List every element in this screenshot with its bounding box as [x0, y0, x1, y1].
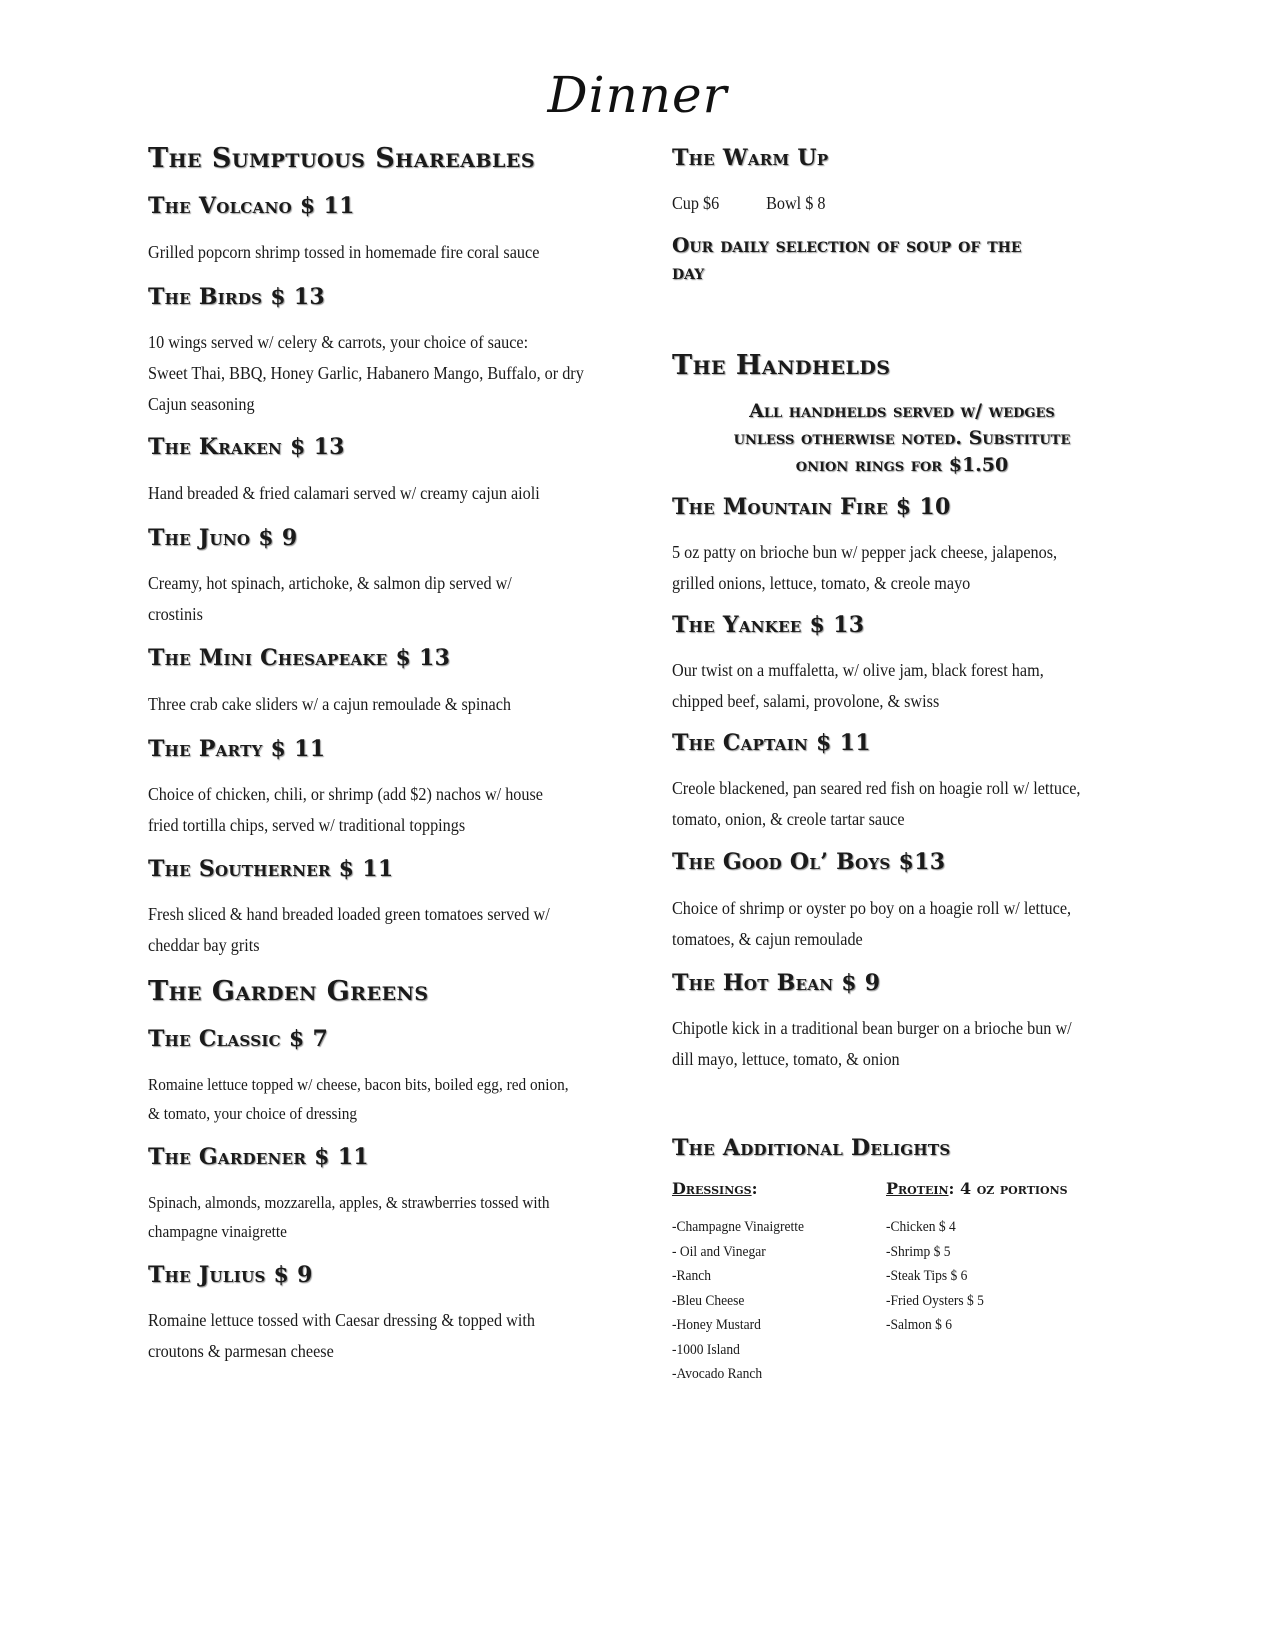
bowl-price: Bowl $ 8: [766, 193, 826, 213]
menu-item-desc: Creole blackened, pan seared red fish on hoagie roll w/ lettuce, tomato, onion, & creole tartar sauce: [672, 778, 1081, 829]
soup-prices: [672, 188, 942, 219]
list-item: - Oil and Vinegar: [672, 1243, 766, 1260]
menu-item-desc: Fresh sliced & hand breaded loaded green tomatoes served w/ cheddar bay grits: [148, 904, 550, 955]
page-title: Dinner: [547, 66, 728, 124]
menu-item-name: The Hot Bean $ 9: [672, 970, 881, 996]
section-title-additional-delights: The Additional Delights: [672, 1135, 951, 1161]
menu-item-name: The Mountain Fire $ 10: [672, 494, 951, 520]
protein-list: [886, 1215, 984, 1338]
cup-price: Cup $6: [672, 193, 720, 213]
menu-item-name: The Julius $ 9: [148, 1262, 313, 1288]
menu-item-desc: 5 oz patty on brioche bun w/ pepper jack cheese, jalapenos, grilled onions, lettuce, tomato, & creole mayo: [672, 542, 1058, 593]
menu-item-desc: Chipotle kick in a traditional bean burger on a brioche bun w/ dill mayo, lettuce, tomato, & onion: [672, 1018, 1072, 1069]
list-item: -Honey Mustard: [672, 1317, 761, 1333]
menu-item-name: The Captain $ 11: [672, 730, 871, 756]
section-title-warm-up: The Warm Up: [672, 145, 829, 171]
dressings-list: [672, 1215, 804, 1387]
protein-label: Protein: 4 oz portions: [886, 1179, 1068, 1198]
list-item: -Salmon $ 6: [886, 1317, 953, 1333]
menu-item-name: The Good Ol’ Boys $13: [672, 849, 946, 875]
menu-item-name: The Southerner $ 11: [148, 856, 394, 882]
menu-item-desc: Our twist on a muffaletta, w/ olive jam, black forest ham, chipped beef, salami, provolone, & swiss: [672, 660, 1044, 711]
list-item: -Chicken $ 4: [886, 1219, 956, 1235]
soup-of-the-day: Our daily selection of soup of the day: [672, 233, 1022, 284]
list-item: -Steak Tips $ 6: [886, 1268, 968, 1284]
menu-item-desc: Hand breaded & fried calamari served w/ creamy cajun aioli: [148, 483, 540, 503]
menu-item-desc: 10 wings served w/ celery & carrots, your choice of sauce: Sweet Thai, BBQ, Honey Garlic, Habanero Mango, Buffalo, or dry Cajun seasoning: [148, 332, 584, 414]
menu-item-name: The Yankee $ 13: [672, 612, 865, 638]
menu-item-name: The Birds $ 13: [148, 284, 325, 310]
menu-item-desc: Choice of chicken, chili, or shrimp (add $2) nachos w/ house fried tortilla chips, served w/ traditional toppings: [148, 784, 544, 835]
menu-item-name: The Volcano $ 11: [148, 193, 355, 219]
menu-item-desc: Romaine lettuce topped w/ cheese, bacon bits, boiled egg, red onion, & tomato, your choice of dressing: [148, 1075, 569, 1123]
menu-item-desc: Grilled popcorn shrimp tossed in homemade fire coral sauce: [148, 242, 540, 262]
menu-item-desc: Three crab cake sliders w/ a cajun remoulade & spinach: [148, 694, 511, 714]
list-item: -Ranch: [672, 1268, 711, 1284]
menu-item-desc: Romaine lettuce tossed with Caesar dressing & topped with croutons & parmesan cheese: [148, 1310, 535, 1361]
list-item: -Bleu Cheese: [672, 1292, 745, 1309]
menu-item-name: The Party $ 11: [148, 736, 326, 762]
menu-item-name: The Classic $ 7: [148, 1026, 329, 1052]
menu-item-desc: Choice of shrimp or oyster po boy on a hoagie roll w/ lettuce, tomatoes, & cajun remoulade: [672, 898, 1072, 949]
list-item: -Avocado Ranch: [672, 1366, 763, 1382]
menu-item-name: The Mini Chesapeake $ 13: [148, 645, 451, 671]
menu-item-name: The Kraken $ 13: [148, 434, 345, 460]
section-title-handhelds: The Handhelds: [672, 350, 891, 381]
list-item: -Shrimp $ 5: [886, 1243, 951, 1260]
menu-item-desc: Spinach, almonds, mozzarella, apples, & strawberries tossed with champagne vinaigrette: [148, 1193, 550, 1241]
menu-item-name: The Gardener $ 11: [148, 1144, 369, 1170]
handhelds-note: All handhelds served w/ wedges unless otherwise noted. Substitute onion rings for $1.50: [733, 400, 1071, 476]
list-item: -Fried Oysters $ 5: [886, 1292, 984, 1309]
section-title-shareables: The Sumptuous Shareables: [148, 143, 536, 174]
dressings-label: Dressings:: [672, 1179, 758, 1198]
list-item: -1000 Island: [672, 1341, 740, 1358]
section-title-garden-greens: The Garden Greens: [148, 976, 429, 1007]
menu-item-name: The Juno $ 9: [148, 525, 298, 551]
menu-item-desc: Creamy, hot spinach, artichoke, & salmon dip served w/ crostinis: [148, 573, 512, 624]
list-item: -Champagne Vinaigrette: [672, 1219, 805, 1235]
